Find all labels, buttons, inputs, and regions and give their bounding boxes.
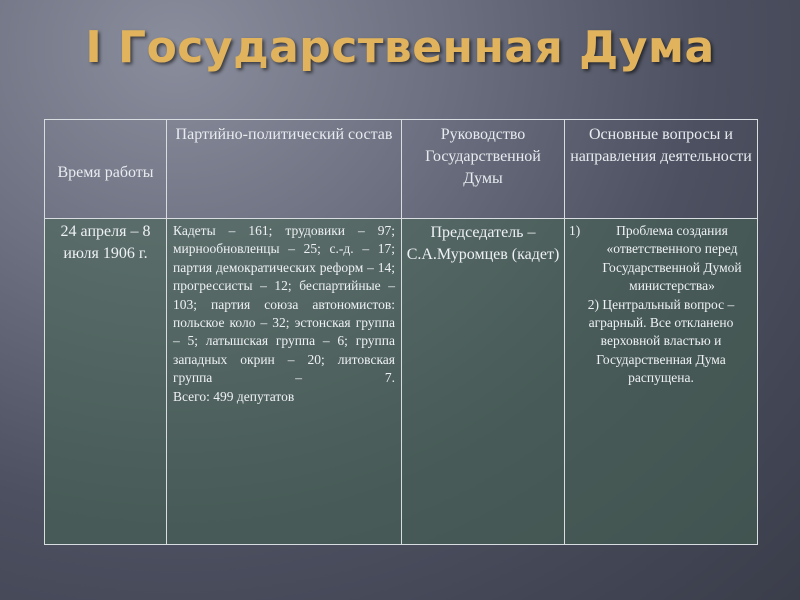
slide-title: I Государственная Дума [85,22,715,73]
header-composition: Партийно-политический состав [167,120,402,219]
cell-leadership: Председатель – С.А.Муромцев (кадет) [402,219,565,545]
issues-list [569,222,753,388]
list-item [569,222,753,296]
cell-composition [167,219,402,545]
list-item [569,296,753,388]
cell-time: 24 апреля – 8 июля 1906 г. [45,219,167,545]
header-leadership: Руководство Государственной Думы [402,120,565,219]
cell-issues [565,219,758,545]
composition-total: Всего: 499 депутатов [173,388,295,404]
composition-text: Кадеты – 161; трудовики – 97; мирнообновленцы – 25; с.-д. – 17; партия демократических реформ – 14; прогрессисты – 12; беспартийные – 103; партия союза автономистов: польское коло – 32; эстонская группа – 5; латышская группа – 6; группа западных окрин – 20; литовская группа – 7. [173,223,395,386]
issue-number: 2) [587,296,599,312]
header-row [45,120,758,219]
duma-table [44,119,758,545]
header-issues: Основные вопросы и направления деятельности [565,120,758,219]
issue-text-2 [569,296,753,388]
table-row [45,219,758,545]
issue-number: 1) [569,223,581,238]
issue-text: Центральный вопрос – аграрный. Все откланено верховной властью и Государственная Дума распущена. [588,296,735,386]
header-time: Время работы [45,120,167,219]
issue-text: Проблема создания «ответственного перед Государственной Думой министерства» [602,223,742,294]
